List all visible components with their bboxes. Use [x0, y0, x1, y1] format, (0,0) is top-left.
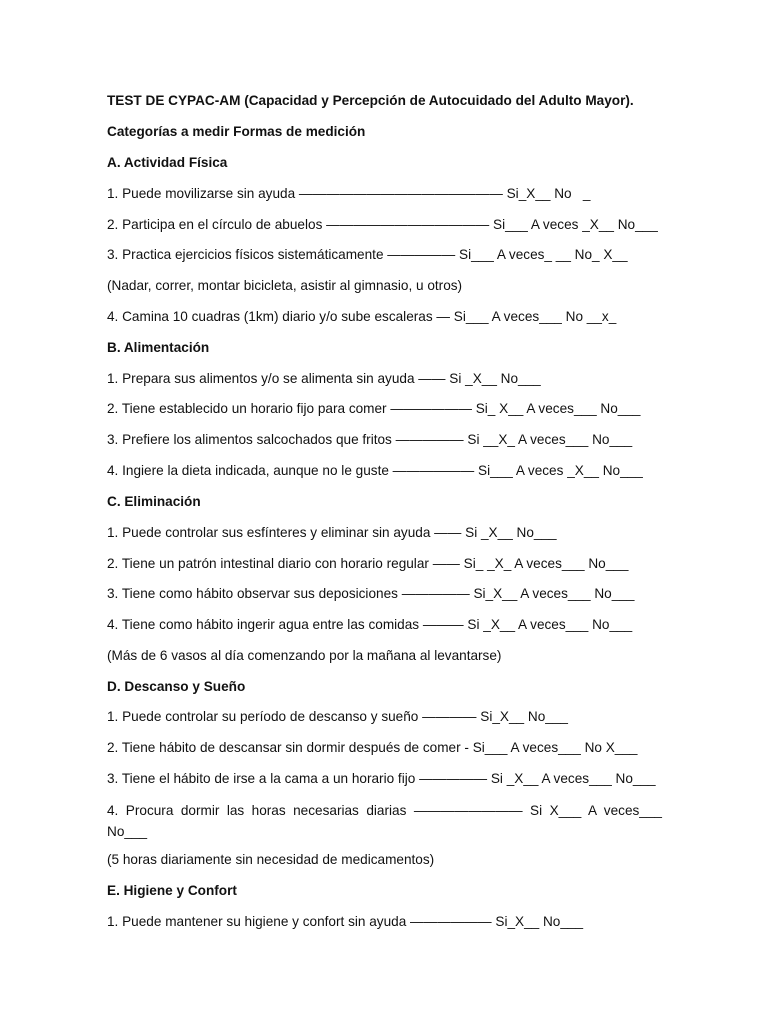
document-subtitle: Categorías a medir Formas de medición: [107, 124, 366, 139]
question-item: 2. Tiene hábito de descansar sin dormir después de comer - Si___ A veces___ No X___: [107, 740, 638, 755]
question-item: 4. Camina 10 cuadras (1km) diario y/o sube escaleras — Si___ A veces___ No __x_: [107, 309, 617, 324]
question-item: 1. Puede mantener su higiene y confort sin ayuda —————— Si_X__ No___: [107, 914, 584, 929]
question-item: 4. Procura dormir las horas necesarias diarias ———————— Si X___ A veces___ No___: [107, 803, 662, 839]
question-item: 1. Puede controlar sus esfínteres y eliminar sin ayuda —— Si _X__ No___: [107, 525, 557, 540]
question-note: (Nadar, correr, montar bicicleta, asistir al gimnasio, u otros): [107, 278, 463, 293]
section-heading-higiene-confort: E. Higiene y Confort: [107, 883, 237, 898]
question-item: 4. Ingiere la dieta indicada, aunque no le guste —————— Si___ A veces _X__ No___: [107, 463, 643, 478]
question-item: 1. Puede controlar su período de descanso y sueño ———— Si_X__ No___: [107, 709, 568, 724]
section-heading-descanso-sueno: D. Descanso y Sueño: [107, 679, 246, 694]
question-item: 3. Prefiere los alimentos salcochados que fritos ————— Si __X_ A veces___ No___: [107, 432, 633, 447]
question-item: 3. Practica ejercicios físicos sistemáticamente ————— Si___ A veces_ __ No_ X__: [107, 247, 628, 262]
question-item: 3. Tiene como hábito observar sus deposiciones ————— Si_X__ A veces___ No___: [107, 586, 635, 601]
question-item: 2. Tiene establecido un horario fijo para comer —————— Si_ X__ A veces___ No___: [107, 401, 641, 416]
document-title: TEST DE CYPAC-AM (Capacidad y Percepción de Autocuidado del Adulto Mayor).: [107, 93, 634, 108]
question-item: 1. Prepara sus alimentos y/o se alimenta sin ayuda —— Si _X__ No___: [107, 371, 541, 386]
question-item: 3. Tiene el hábito de irse a la cama a un horario fijo ————— Si _X__ A veces___ No___: [107, 771, 656, 786]
section-heading-actividad-fisica: A. Actividad Física: [107, 155, 228, 170]
question-note: (5 horas diariamente sin necesidad de medicamentos): [107, 852, 435, 867]
section-heading-alimentacion: B. Alimentación: [107, 340, 210, 355]
question-item: 2. Participa en el círculo de abuelos ———————————— Si___ A veces _X__ No___: [107, 217, 658, 232]
question-note: (Más de 6 vasos al día comenzando por la mañana al levantarse): [107, 648, 502, 663]
question-item: 2. Tiene un patrón intestinal diario con horario regular —— Si_ _X_ A veces___ No___: [107, 556, 629, 571]
question-item: 1. Puede movilizarse sin ayuda ——————————————— Si_X__ No _: [107, 186, 591, 201]
section-heading-eliminacion: C. Eliminación: [107, 494, 201, 509]
question-item: 4. Tiene como hábito ingerir agua entre las comidas ——— Si _X__ A veces___ No___: [107, 617, 633, 632]
